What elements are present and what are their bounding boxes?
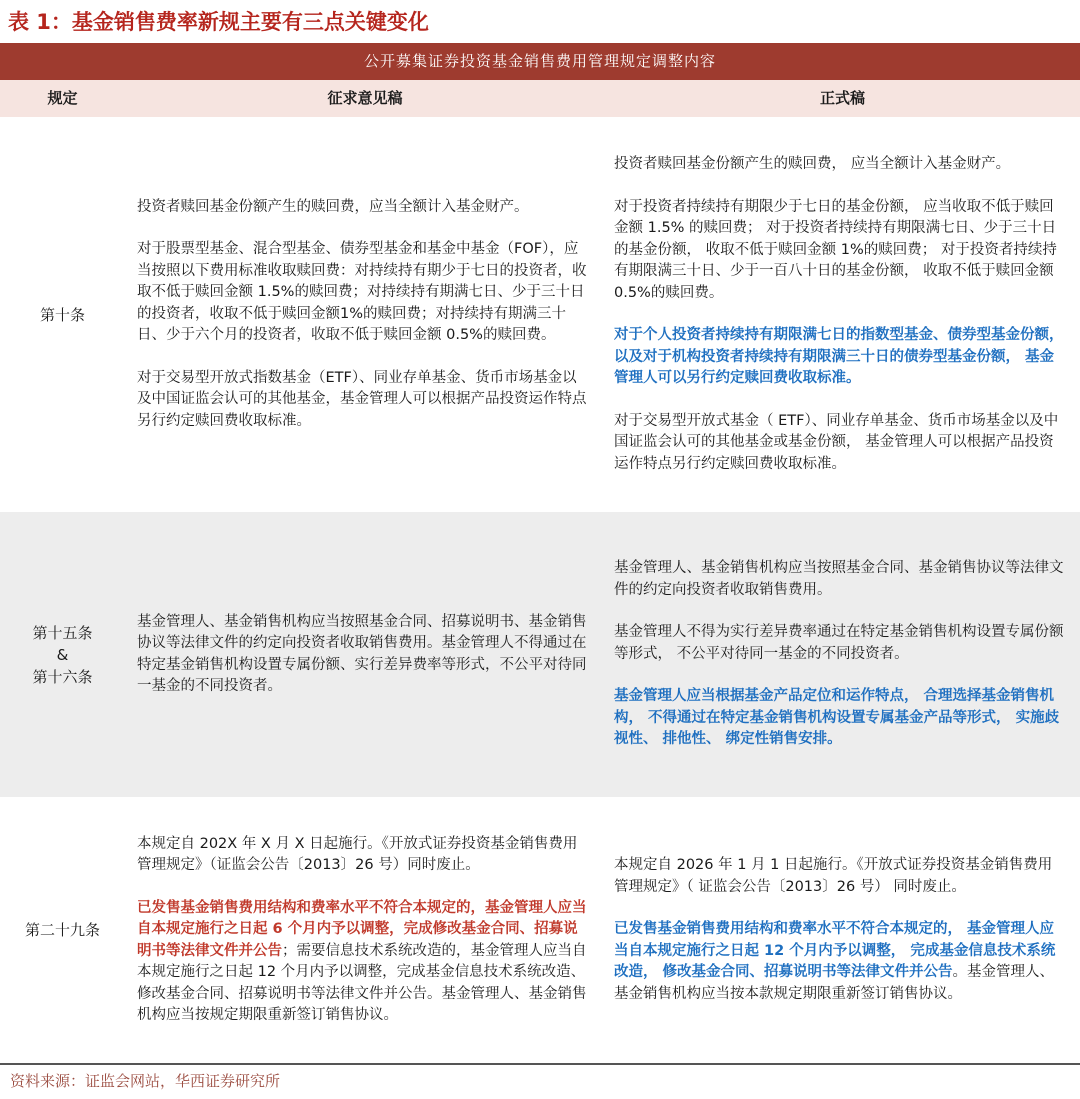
source-divider xyxy=(0,1063,1080,1065)
table-banner: 公开募集证券投资基金销售费用管理规定调整内容 xyxy=(0,43,1080,80)
draft-text: ；需要信息技术系统改造的，基金管理人应当自本规定施行之日起 12 个月内予以调整，完成基金信息技术系统改造、修改基金合同、招募说明书等法律文件并公告。基金管理人、基金销售机构应当按规定期限重新签订销售协议。 xyxy=(137,942,587,1023)
final-cell xyxy=(614,797,1066,1063)
column-header-row xyxy=(0,80,1080,117)
final-paragraph: 基金管理人、基金销售机构应当按照基金合同、基金销售协议等法律文件的约定向投资者收取销售费用。 xyxy=(614,560,1064,598)
draft-paragraph: 投资者赎回基金份额产生的赎回费，应当全额计入基金财产。 xyxy=(137,198,529,215)
final-cell xyxy=(614,117,1066,512)
final-paragraph: 基金管理人不得为实行差异费率通过在特定基金销售机构设置专属份额等形式， 不公平对待同一基金的不同投资者。 xyxy=(614,624,1064,662)
final-cell xyxy=(614,512,1066,797)
draft-cell xyxy=(137,117,589,512)
source-note: 资料来源：证监会网站，华西证券研究所 xyxy=(10,1072,281,1090)
final-paragraph: 对于投资者持续持有期限少于七日的基金份额， 应当收取不低于赎回金额 1.5% 的赎回费； 对于投资者持续持有期限满七日、少于三十日的基金份额， 收取不低于赎回金额 1%的赎回费； 对于投资者持续持有期限满三十日、少于一百八十日的基金份额， 收取不低于赎回金额 0.5%的赎回费。 xyxy=(614,198,1057,301)
column-header-final: 正式稿 xyxy=(819,89,865,107)
rule-label-line: 第十六条 xyxy=(32,667,93,686)
final-highlight-text: 已发售基金销售费用结构和费率水平不符合本规定的， 基金管理人应当自本规定施行之日起 12 个月内予以调整， 完成基金信息技术系统改造， 修改基金合同、招募说明书等法律文件并公告 xyxy=(614,921,1056,980)
final-paragraph: 对于交易型开放式基金（ ETF）、同业存单基金、货币市场基金以及中国证监会认可的其他基金或基金份额， 基金管理人可以根据产品投资运作特点另行约定赎回费收取标准。 xyxy=(614,412,1059,472)
table-row xyxy=(0,117,1080,512)
draft-highlight-text: 已发售基金销售费用结构和费率水平不符合本规定的，基金管理人应当自本规定施行之日起 6 个月内予以调整，完成修改基金合同、招募说明书等法律文件并公告 xyxy=(137,899,587,959)
final-paragraph: 投资者赎回基金份额产生的赎回费， 应当全额计入基金财产。 xyxy=(614,156,1011,172)
table-title: 表 1：基金销售费率新规主要有三点关键变化 xyxy=(8,10,429,34)
table-row xyxy=(0,797,1080,1063)
final-paragraph: 本规定自 2026 年 1 月 1 日起施行。《开放式证券投资基金销售费用管理规定》（ 证监会公告〔2013〕26 号） 同时废止。 xyxy=(614,857,1053,895)
rule-label-line: 第十五条 xyxy=(32,623,93,642)
final-text: 。基金管理人、基金销售机构应当按本款规定期限重新签订销售协议。 xyxy=(614,964,1055,1002)
draft-paragraph: 对于交易型开放式指数基金（ETF）、同业存单基金、货币市场基金以及中国证监会认可的其他基金，基金管理人可以根据产品投资运作特点另行约定赎回费收取标准。 xyxy=(137,369,587,429)
final-paragraph-highlight: 基金管理人应当根据基金产品定位和运作特点， 合理选择基金销售机构， 不得通过在特定基金销售机构设置专属基金产品等形式， 实施歧视性、 排他性、 绑定性销售安排。 xyxy=(614,688,1060,748)
column-header-draft: 征求意见稿 xyxy=(327,89,403,107)
draft-paragraph: 本规定自 202X 年 X 月 X 日起施行。《开放式证券投资基金销售费用管理规定》（证监会公告〔2013〕26 号）同时废止。 xyxy=(137,835,578,873)
rule-label-line: & xyxy=(56,645,69,664)
final-paragraph-highlight: 对于个人投资者持续持有期限满七日的指数型基金、债券型基金份额， 以及对于机构投资者持续持有期限满三十日的债券型基金份额， 基金管理人可以另行约定赎回费收取标准。 xyxy=(614,327,1064,386)
draft-paragraph: 对于股票型基金、混合型基金、债券型基金和基金中基金（FOF），应当按照以下费用标准收取赎回费：对持续持有期少于七日的投资者，收取不低于赎回金额 1.5%的赎回费；对持续持有期满七日、少于三十日的投资者，收取不低于赎回金额1%的赎回费；对持续持有期满三十日、少于六个月的投资者，收取不低于赎回金额 0.5%的赎回费。 xyxy=(137,241,587,344)
draft-paragraph xyxy=(137,898,589,1027)
rule-cell: 第二十九条 xyxy=(24,921,100,939)
draft-paragraph: 基金管理人、基金销售机构应当按照基金合同、招募说明书、基金销售协议等法律文件的约定向投资者收取销售费用。基金管理人不得通过在特定基金销售机构设置专属份额、实行差异费率等形式，不公平对待同一基金的不同投资者。 xyxy=(137,613,587,694)
rule-cell xyxy=(0,512,125,797)
rule-cell: 第十条 xyxy=(39,305,85,324)
draft-cell xyxy=(137,797,589,1063)
draft-cell xyxy=(137,512,589,797)
final-paragraph xyxy=(614,919,1066,1005)
column-header-rule: 规定 xyxy=(47,89,78,107)
table-row xyxy=(0,512,1080,797)
